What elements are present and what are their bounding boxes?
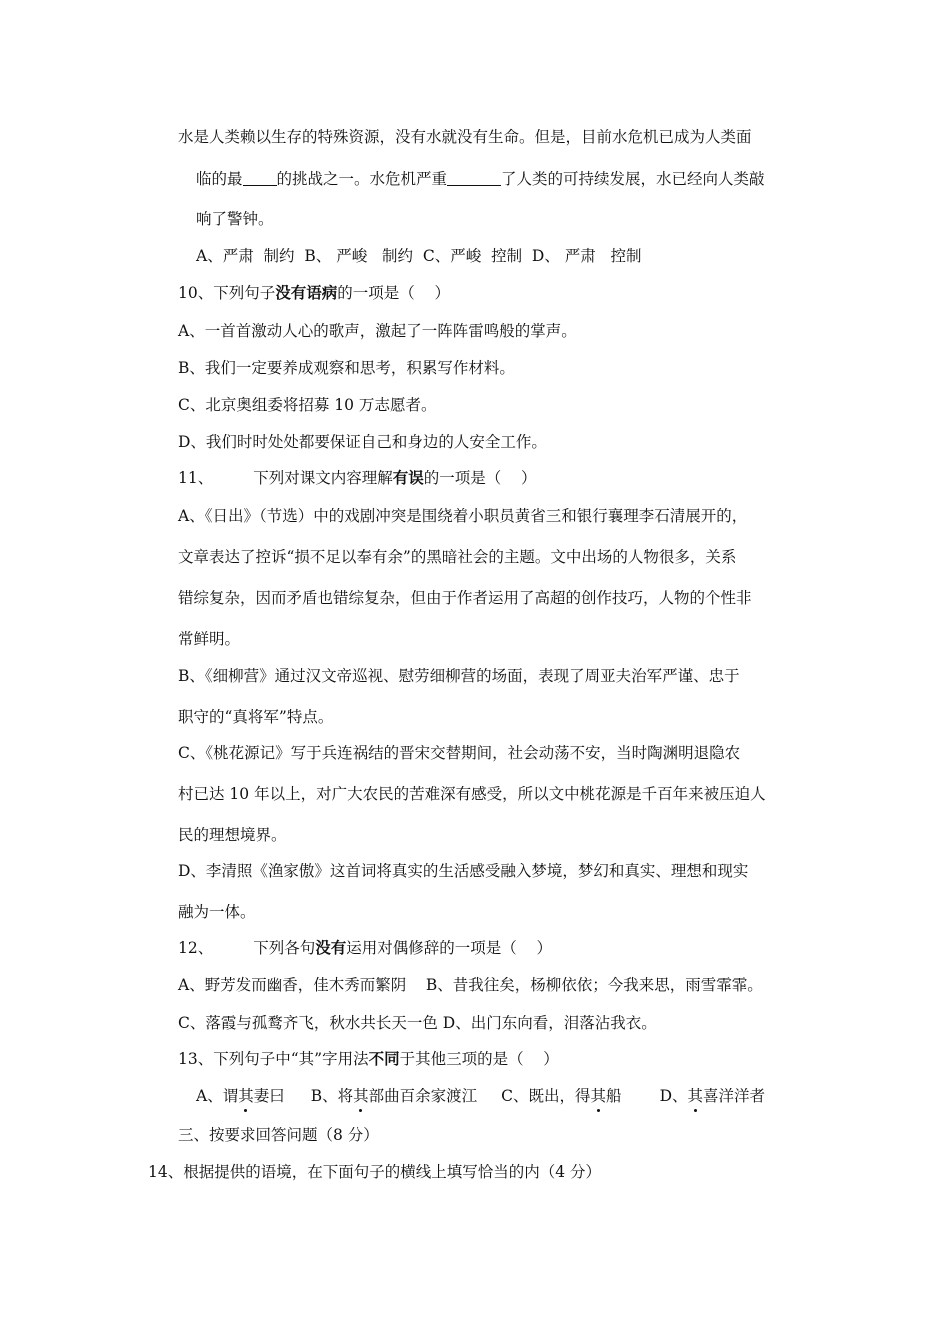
q10-stem-bold: 没有语病	[275, 284, 338, 302]
q9-line-1: 水是人类赖以生存的特殊资源，没有水就没有生命。但是，目前水危机已成为人类面	[178, 128, 752, 146]
emphasis-dot-char: 其	[590, 1087, 607, 1105]
q13-stem	[178, 1048, 559, 1070]
q12-stem-bold: 没有	[315, 939, 347, 957]
q9-line-2-c: 了人类的可持续发展，水已经向人类敲	[501, 170, 765, 188]
q11-option-c-line-3: 民的理想境界。	[178, 826, 287, 844]
q12-stem-post: 运用对偶修辞的一项是（ ）	[346, 939, 552, 957]
q11-option-a-line-1: A、《日出》（节选）中的戏剧冲突是围绕着小职员黄省三和银行襄理李石清展开的，	[178, 507, 748, 525]
q9-line-2-a: 临的最	[196, 170, 243, 188]
q9-line-3: 响了警钟。	[196, 210, 274, 228]
q11-option-c-line-1: C、《桃花源记》写于兵连祸结的晋宋交替期间，社会动荡不安，当时陶渊明退隐农	[178, 744, 741, 762]
q13-stem-pre: 13、下列句子中“其”字用法	[178, 1050, 369, 1068]
q11-option-c-line-2: 村已达 10 年以上，对广大农民的苦难深有感受，所以文中桃花源是千百年来被压迫人	[178, 785, 766, 803]
q11-number: 11、	[178, 469, 214, 487]
q10-stem	[178, 282, 450, 304]
q11-option-a-line-4: 常鲜明。	[178, 630, 241, 648]
q9-line-2-b: 的挑战之一。水危机严重	[276, 170, 448, 188]
emphasis-dot-char: 其	[687, 1087, 704, 1105]
q10-option-a: A、一首首激动人心的歌声，激起了一阵阵雷鸣般的掌声。	[178, 322, 577, 340]
q11-option-a-line-2: 文章表达了控诉“损不足以奉有余”的黑暗社会的主题。文中出场的人物很多，关系	[178, 548, 737, 566]
q11-stem	[178, 467, 536, 489]
q13-options	[196, 1085, 765, 1107]
q13-option-c: C、既出，得其船	[501, 1087, 622, 1105]
q12-number: 12、	[178, 939, 214, 957]
q11-option-b-line-1: B、《细柳营》通过汉文帝巡视、慰劳细柳营的场面，表现了周亚夫治军严谨、忠于	[178, 667, 740, 685]
q13-stem-post: 于其他三项的是（ ）	[399, 1050, 559, 1068]
q9-blank-1[interactable]	[243, 171, 277, 186]
q10-option-d: D、我们时时处处都要保证自己和身边的人安全工作。	[178, 433, 547, 451]
q13-option-a: A、谓其妻曰	[196, 1087, 285, 1105]
q11-stem-bold: 有误	[392, 469, 424, 487]
q11-option-b-line-2: 职守的“真将军”特点。	[178, 708, 334, 726]
q9-blank-2[interactable]	[447, 171, 501, 186]
q11-option-d-line-1: D、李清照《渔家傲》这首词将真实的生活感受融入梦境，梦幻和真实、理想和现实	[178, 862, 749, 880]
q11-stem-pre: 下列对课文内容理解	[253, 469, 393, 487]
q10-stem-pre: 10、下列句子	[178, 284, 276, 302]
q11-stem-post: 的一项是（ ）	[423, 469, 537, 487]
q10-option-c: C、北京奥组委将招募 10 万志愿者。	[178, 396, 437, 414]
q10-stem-post: 的一项是（ ）	[337, 284, 450, 302]
q10-option-b: B、我们一定要养成观察和思考，积累写作材料。	[178, 359, 515, 377]
section-3-heading: 三、按要求回答问题（8 分）	[178, 1126, 379, 1144]
q11-option-a-line-3: 错综复杂，因而矛盾也错综复杂，但由于作者运用了高超的创作技巧，人物的个性非	[178, 589, 752, 607]
q12-stem	[178, 937, 552, 959]
q14-stem: 14、根据提供的语境，在下面句子的横线上填写恰当的内（4 分）	[148, 1163, 602, 1181]
q13-stem-bold: 不同	[368, 1050, 400, 1068]
q9-options: A、严肃 制约 B、 严峻 制约 C、严峻 控制 D、 严肃 控制	[196, 247, 642, 265]
q12-options-ab: A、野芳发而幽香，佳木秀而繁阴 B、昔我往矣，杨柳依依；今我来思，雨雪霏霏。	[178, 976, 763, 994]
emphasis-dot-char: 其	[353, 1087, 369, 1105]
q13-option-d: D、其喜洋洋者	[659, 1087, 766, 1105]
q12-stem-pre: 下列各句	[253, 939, 316, 957]
emphasis-dot-char: 其	[238, 1087, 254, 1105]
q13-option-b: B、将其部曲百余家渡江	[310, 1087, 478, 1105]
q9-line-2	[196, 168, 765, 190]
q12-options-cd: C、落霞与孤鹜齐飞，秋水共长天一色 D、出门东向看，泪落沾我衣。	[178, 1014, 657, 1032]
q11-option-d-line-2: 融为一体。	[178, 903, 256, 921]
